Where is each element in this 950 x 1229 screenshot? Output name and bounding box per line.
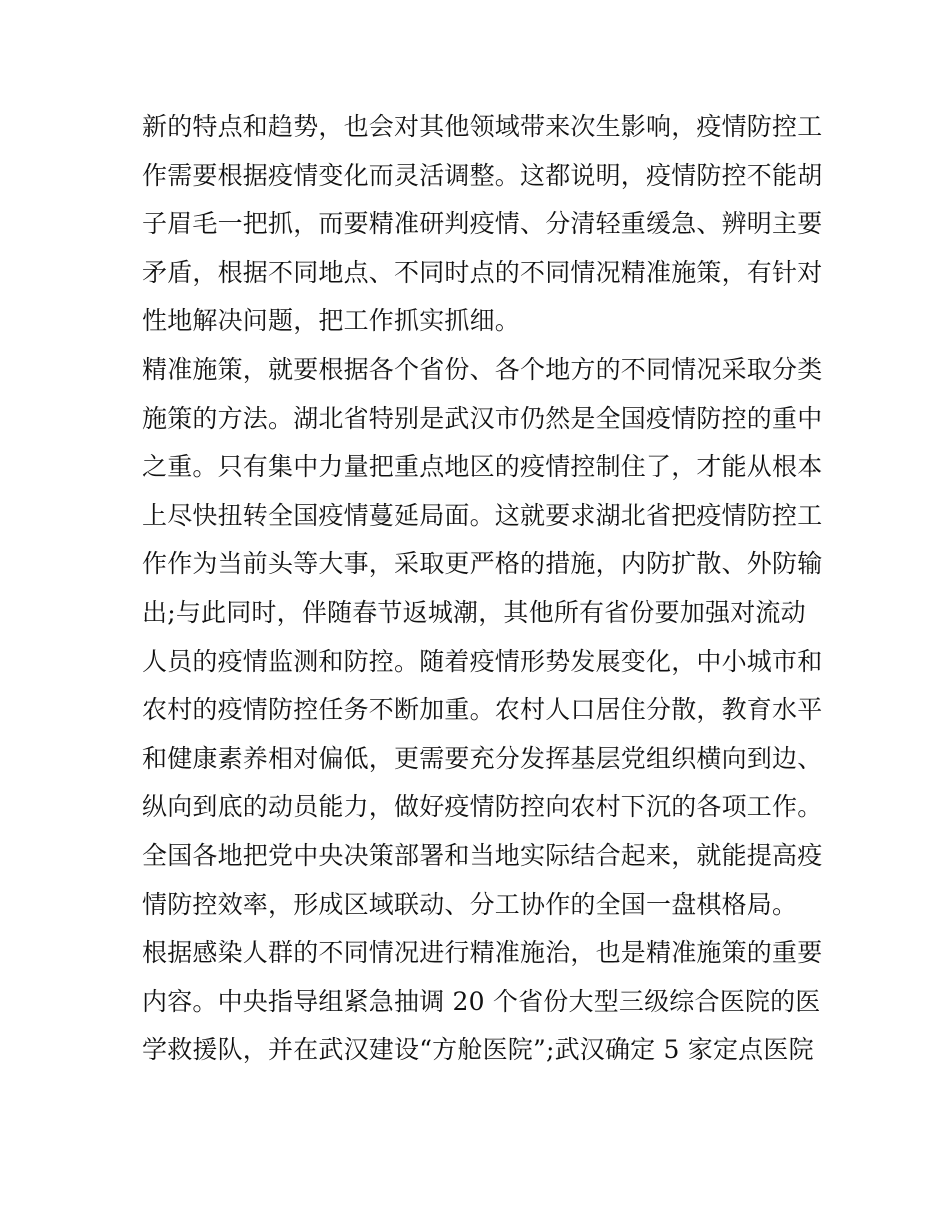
text-line: 施策的方法。湖北省特别是武汉市仍然是全国疫情防控的重中 xyxy=(142,403,823,433)
text-line: 学救援队，并在武汉建设“方舱医院”;武汉确定 5 家定点医院 xyxy=(142,1035,814,1065)
text-line: 子眉毛一把抓，而要精准研判疫情、分清轻重缓急、辨明主要 xyxy=(142,209,823,239)
text-line: 上尽快扭转全国疫情蔓延局面。这就要求湖北省把疫情防控工 xyxy=(142,500,823,530)
text-line: 内容。中央指导组紧急抽调 20 个省份大型三级综合医院的医 xyxy=(142,986,821,1016)
text-line: 新的特点和趋势，也会对其他领域带来次生影响，疫情防控工 xyxy=(142,112,823,141)
text-line: 人员的疫情监测和防控。随着疫情形势发展变化，中小城市和 xyxy=(142,646,823,676)
text-line: 精准施策，就要根据各个省份、各个地方的不同情况采取分类 xyxy=(142,354,823,384)
text-line: 作需要根据疫情变化而灵活调整。这都说明，疫情防控不能胡 xyxy=(142,160,823,190)
text-line: 性地解决问题，把工作抓实抓细。 xyxy=(142,306,521,336)
text-line: 和健康素养相对偏低，更需要充分发挥基层党组织横向到边、 xyxy=(142,743,823,773)
text-line: 出;与此同时，伴随春节返城潮，其他所有省份要加强对流动 xyxy=(142,597,806,627)
text-line: 之重。只有集中力量把重点地区的疫情控制住了，才能从根本 xyxy=(142,452,823,482)
text-line: 农村的疫情防控任务不断加重。农村人口居住分散，教育水平 xyxy=(142,695,823,725)
body-text xyxy=(142,103,822,1075)
text-line: 根据感染人群的不同情况进行精准施治，也是精准施策的重要 xyxy=(142,938,823,968)
text-line: 矛盾，根据不同地点、不同时点的不同情况精准施策，有针对 xyxy=(142,257,823,287)
text-line: 情防控效率，形成区域联动、分工协作的全国一盘棋格局。 xyxy=(142,889,798,919)
text-line: 全国各地把党中央决策部署和当地实际结合起来，就能提高疫 xyxy=(142,840,823,870)
text-line: 作作为当前头等大事，采取更严格的措施，内防扩散、外防输 xyxy=(142,549,823,579)
text-line: 纵向到底的动员能力，做好疫情防控向农村下沉的各项工作。 xyxy=(142,792,823,822)
